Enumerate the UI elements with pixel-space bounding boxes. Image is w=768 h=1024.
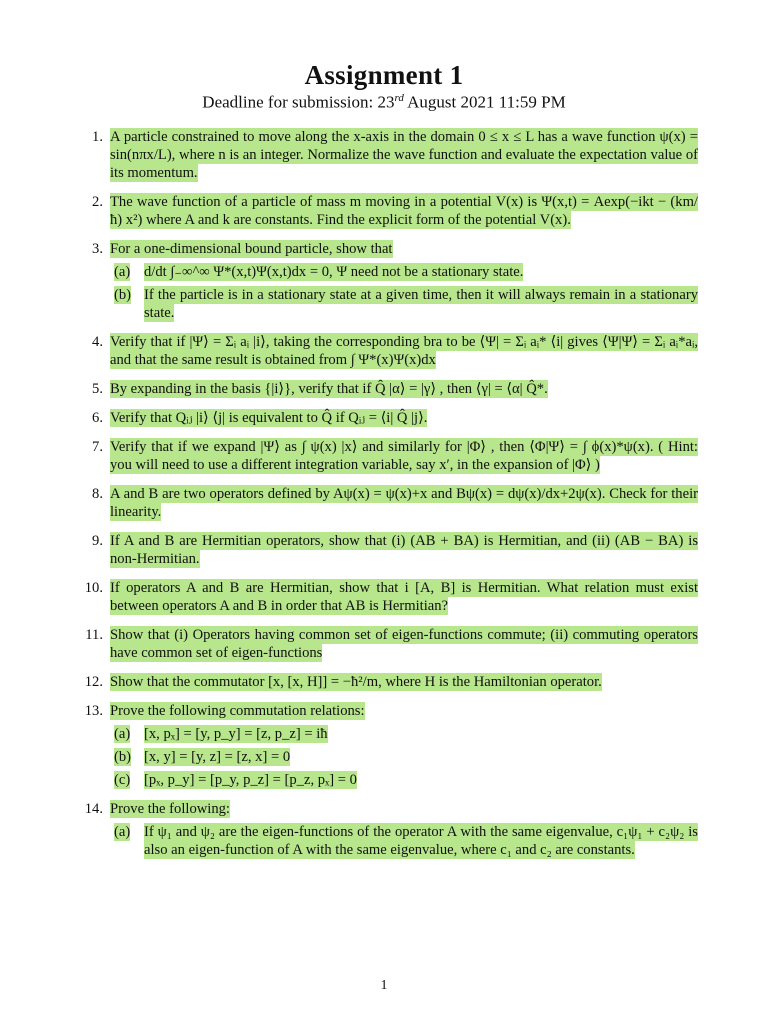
question-text: Prove the following commutation relations: — [110, 703, 365, 719]
question-item — [78, 702, 698, 789]
sub-question-text: If the particle is in a stationary state at a given time, then it will always remain in a stationary state. — [144, 287, 698, 321]
sub-question-list — [110, 725, 698, 789]
sub-question — [114, 286, 698, 322]
question-body — [110, 128, 698, 182]
sub-question-text: [x, pₓ] = [y, p_y] = [z, p_z] = iħ — [144, 726, 328, 742]
question-number: 7. — [92, 439, 103, 455]
question-number: 14. — [84, 801, 103, 817]
deadline-line — [0, 92, 768, 113]
sub-question-label — [114, 286, 144, 322]
sub-question-text: If ψ₁ and ψ₂ are the eigen-functions of the operator A with the same eigenvalue, c₁ψ₁ + c₂ψ₂ is also an eigen-function of A with the same eigenvalue, where c₁ and c₂ are constants. — [144, 824, 698, 858]
question-item — [78, 380, 698, 398]
sub-question-label-text: (a) — [114, 824, 131, 840]
question-item — [78, 626, 698, 662]
question-item — [78, 485, 698, 521]
question-list — [78, 128, 698, 870]
sub-question-label — [114, 771, 144, 789]
sub-question-list — [110, 823, 698, 859]
question-number: 5. — [92, 381, 103, 397]
sub-question — [114, 725, 698, 743]
question-body — [110, 193, 698, 229]
question-text: Verify that if we expand |Ψ⟩ as ∫ ψ(x) |x⟩ and similarly for |Φ⟩ , then ⟨Φ|Ψ⟩ = ∫ ϕ(x)*ψ(x). ( Hint: you will need to use a different integration variable, say x′, in the expansion of |Φ⟩ ) — [110, 439, 698, 473]
question-body — [110, 485, 698, 521]
question-number: 1. — [92, 129, 103, 145]
question-number: 11. — [85, 627, 103, 643]
sub-question-body — [144, 286, 698, 322]
question-number: 6. — [92, 410, 103, 426]
question-item — [78, 128, 698, 182]
question-number: 12. — [84, 674, 103, 690]
question-text: Verify that Qᵢⱼ |i⟩ ⟨j| is equivalent to Q̂ if Qᵢⱼ = ⟨i| Q̂ |j⟩. — [110, 410, 428, 426]
sub-question-text: d/dt ∫₋∞^∞ Ψ*(x,t)Ψ(x,t)dx = 0, Ψ need not be a stationary state. — [144, 264, 524, 280]
question-body — [110, 380, 698, 398]
sub-question-body — [144, 748, 698, 766]
sub-question-body — [144, 263, 698, 281]
question-item — [78, 579, 698, 615]
question-item — [78, 193, 698, 229]
sub-question-label-text: (a) — [114, 726, 131, 742]
sub-question-text: [x, y] = [y, z] = [z, x] = 0 — [144, 749, 291, 765]
question-number: 4. — [92, 334, 103, 350]
question-body — [110, 333, 698, 369]
question-body — [110, 438, 698, 474]
question-text: A and B are two operators defined by Aψ(x) = ψ(x)+x and Bψ(x) = dψ(x)/dx+2ψ(x). Check for their linearity. — [110, 486, 698, 520]
sub-question-label-text: (a) — [114, 264, 131, 280]
sub-question-label-text: (b) — [114, 749, 132, 765]
deadline-sup: rd — [394, 92, 404, 104]
question-text: Show that the commutator [x, [x, H]] = −ħ²/m, where H is the Hamiltonian operator. — [110, 674, 602, 690]
question-item — [78, 673, 698, 691]
sub-question-label-text: (b) — [114, 287, 132, 303]
question-text: The wave function of a particle of mass m moving in a potential V(x) is Ψ(x,t) = Aexp(−ikt − (km/ħ) x²) where A and k are constants. Find the explicit form of the potential V(x). — [110, 194, 698, 228]
question-body — [110, 409, 698, 427]
question-item — [78, 800, 698, 859]
sub-question-label — [114, 725, 144, 743]
question-number: 8. — [92, 486, 103, 502]
question-body — [110, 626, 698, 662]
sub-question-label — [114, 263, 144, 281]
page-number: 1 — [380, 978, 388, 993]
sub-question-label — [114, 748, 144, 766]
question-number: 13. — [84, 703, 103, 719]
page-title: Assignment 1 — [304, 60, 464, 90]
question-number: 2. — [92, 194, 103, 210]
question-text: If A and B are Hermitian operators, show that (i) (AB + BA) is Hermitian, and (ii) (AB − BA) is non-Hermitian. — [110, 533, 698, 567]
question-text: For a one-dimensional bound particle, show that — [110, 241, 393, 257]
question-item — [78, 438, 698, 474]
question-number: 10. — [84, 580, 103, 596]
question-number: 9. — [92, 533, 103, 549]
question-text: A particle constrained to move along the x-axis in the domain 0 ≤ x ≤ L has a wave function ψ(x) = sin(nπx/L), where n is an integer. Normalize the wave function and evaluate the expectation value of its momentum. — [110, 129, 698, 181]
question-item — [78, 532, 698, 568]
sub-question-label-text: (c) — [114, 772, 131, 788]
question-number: 3. — [92, 241, 103, 257]
question-item — [78, 333, 698, 369]
deadline-suffix: August 2021 11:59 PM — [403, 92, 566, 112]
sub-question-text: [pₓ, p_y] = [p_y, p_z] = [p_z, pₓ] = 0 — [144, 772, 357, 788]
sub-question-body — [144, 771, 698, 789]
deadline-prefix: Deadline for submission: 23 — [202, 92, 395, 112]
sub-question — [114, 748, 698, 766]
question-body — [110, 800, 698, 859]
sub-question-body — [144, 725, 698, 743]
question-item — [78, 240, 698, 322]
question-item — [78, 409, 698, 427]
question-text: Prove the following: — [110, 801, 230, 817]
question-text: By expanding in the basis {|i⟩}, verify that if Q̂ |α⟩ = |γ⟩ , then ⟨γ| = ⟨α| Q̂*. — [110, 381, 548, 397]
sub-question-label — [114, 823, 144, 859]
question-body — [110, 579, 698, 615]
question-text: Show that (i) Operators having common set of eigen-functions commute; (ii) commuting operators have common set of eigen-functions — [110, 627, 698, 661]
sub-question — [114, 771, 698, 789]
sub-question — [114, 263, 698, 281]
sub-question-list — [110, 263, 698, 322]
question-text: Verify that if |Ψ⟩ = Σᵢ aᵢ |i⟩, taking the corresponding bra to be ⟨Ψ| = Σᵢ aᵢ* ⟨i| gives ⟨Ψ|Ψ⟩ = Σᵢ aᵢ*aᵢ, and that the same result is obtained from ∫ Ψ*(x)Ψ(x)dx — [110, 334, 698, 368]
question-body — [110, 532, 698, 568]
question-body — [110, 673, 698, 691]
question-body — [110, 702, 698, 789]
question-body — [110, 240, 698, 322]
sub-question-body — [144, 823, 698, 859]
sub-question — [114, 823, 698, 859]
question-text: If operators A and B are Hermitian, show that i [A, B] is Hermitian. What relation must exist between operators A and B in order that AB is Hermitian? — [110, 580, 698, 614]
